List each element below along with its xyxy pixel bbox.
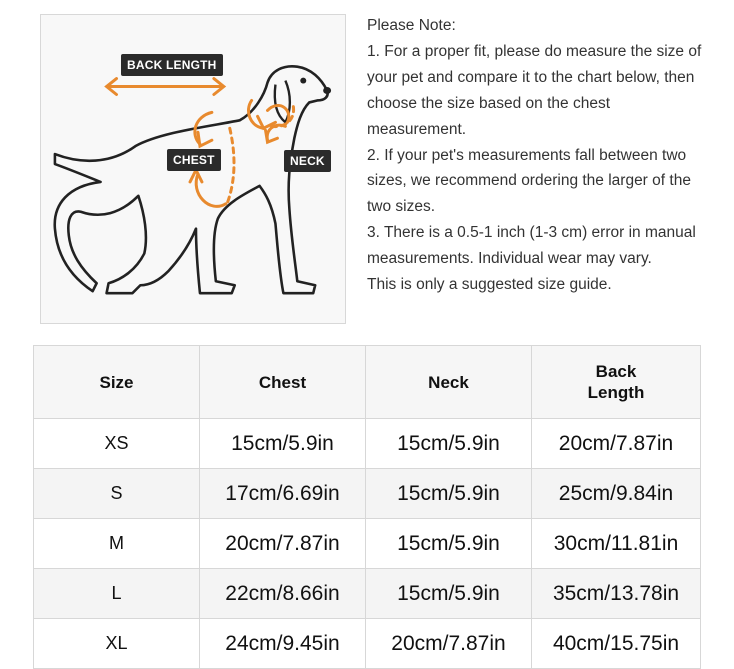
chest-cell: 22cm/8.66in [200, 569, 366, 619]
header-chest: Chest [200, 346, 366, 419]
measurement-diagram [40, 14, 346, 324]
back-length-label: BACK LENGTH [121, 54, 223, 76]
chest-cell: 15cm/5.9in [200, 419, 366, 469]
header-back-length-line1: Back [595, 362, 637, 381]
note-item-1: 1. For a proper fit, please do measure the size of your pet and compare it to the chart below, then choose the size based on the chest measurement. [367, 42, 702, 138]
neck-cell: 15cm/5.9in [366, 569, 532, 619]
table-row [34, 619, 701, 669]
table-row [34, 419, 701, 469]
size-chart-table [33, 345, 701, 669]
back-length-cell: 35cm/13.78in [532, 569, 701, 619]
size-notes [367, 13, 712, 298]
note-item-3: 3. There is a 0.5-1 inch (1-3 cm) error in manual measurements. Individual wear may vary. [367, 224, 696, 268]
size-cell: XS [34, 419, 200, 469]
back-length-cell: 30cm/11.81in [532, 519, 701, 569]
notes-heading: Please Note: [367, 17, 456, 34]
neck-cell: 15cm/5.9in [366, 419, 532, 469]
chest-cell: 20cm/7.87in [200, 519, 366, 569]
table-row [34, 469, 701, 519]
chest-label: CHEST [167, 149, 221, 171]
size-cell: M [34, 519, 200, 569]
back-length-cell: 20cm/7.87in [532, 419, 701, 469]
back-length-cell: 25cm/9.84in [532, 469, 701, 519]
header-back-length-line2: Length [587, 383, 645, 402]
note-item-2: 2. If your pet's measurements fall between two sizes, we recommend ordering the larger of the two sizes. [367, 146, 691, 216]
notes-footer: This is only a suggested size guide. [367, 276, 612, 294]
chest-cell: 24cm/9.45in [200, 619, 366, 669]
neck-cell: 15cm/5.9in [366, 519, 532, 569]
size-cell: L [34, 569, 200, 619]
table-row [34, 519, 701, 569]
table-row [34, 569, 701, 619]
table-header-row [34, 346, 701, 419]
header-neck: Neck [366, 346, 532, 419]
neck-cell: 20cm/7.87in [366, 619, 532, 669]
size-cell: XL [34, 619, 200, 669]
neck-label: NECK [284, 150, 331, 172]
back-length-cell: 40cm/15.75in [532, 619, 701, 669]
chest-cell: 17cm/6.69in [200, 469, 366, 519]
neck-cell: 15cm/5.9in [366, 469, 532, 519]
header-size: Size [34, 346, 200, 419]
header-back-length [532, 346, 701, 419]
size-cell: S [34, 469, 200, 519]
